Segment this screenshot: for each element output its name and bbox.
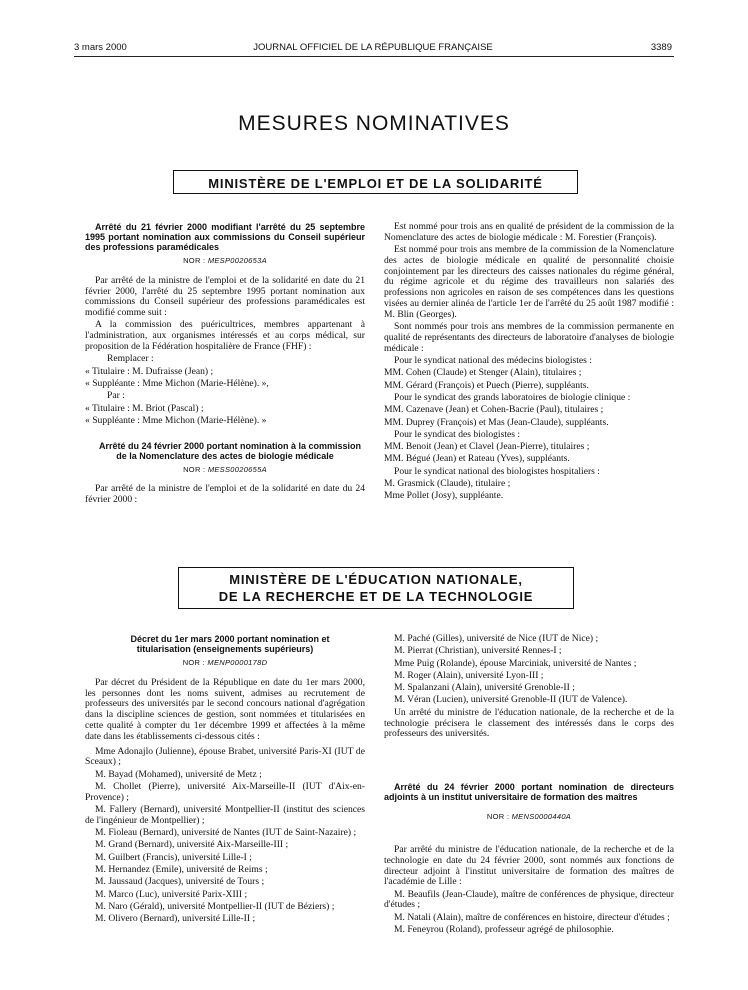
column-top-left bbox=[85, 222, 365, 508]
paragraph: « Titulaire : M. Briot (Pascal) ; bbox=[85, 402, 204, 414]
nor-code: MESS0020655A bbox=[207, 464, 267, 474]
header-journal-title: JOURNAL OFFICIEL DE LA RÉPUBLIQUE FRANÇAISE bbox=[253, 42, 493, 53]
ministry-heading-line: DE LA RECHERCHE ET DE LA TECHNOLOGIE bbox=[218, 589, 534, 604]
ministry-heading-emploi: MINISTÈRE DE L'EMPLOI ET DE LA SOLIDARITÉ bbox=[173, 170, 578, 194]
paragraph: « Suppléante : Mme Michon (Marie-Hélène). », bbox=[85, 377, 269, 389]
column-bottom-right bbox=[384, 634, 674, 937]
nor-label: NOR : bbox=[183, 464, 206, 474]
paragraph: Sont nommés pour trois ans membres de la commission permanente en qualité de représentants des directeurs de laboratoire d'analyses de biologie médicale : bbox=[384, 321, 674, 354]
paragraph: Pour le syndicat national des biologistes hospitaliers : bbox=[394, 465, 600, 477]
header-rule bbox=[74, 56, 674, 57]
paragraph: Pour le syndicat des grands laboratoires de biologie clinique : bbox=[394, 391, 631, 403]
paragraph: Mme Pollet (Josy), suppléante. bbox=[384, 490, 504, 502]
article-title: Arrêté du 21 février 2000 modifiant l'arrêté du 25 septembre 1995 portant nomination aux commissions du Conseil supérieur des professions paramédicales bbox=[85, 222, 365, 252]
list-item: M. Chollet (Pierre), université Aix-Marseille-II (IUT d'Aix-en-Provence) ; bbox=[85, 780, 365, 803]
paragraph: MM. Benoit (Jean) et Clavel (Jean-Pierre), titulaires ; bbox=[384, 441, 590, 453]
list-item: M. Naro (Gérald), université Montpellier-II (IUT de Béziers) ; bbox=[95, 900, 335, 912]
paragraph: MM. Cohen (Claude) et Stenger (Alain), titulaires ; bbox=[384, 367, 582, 379]
paragraph: Est nommé pour trois ans membre de la commission de la Nomenclature des actes de biologie médicale en qualité de personnalité choisie conjointement par les directeurs des caisses nationales du régime général, du régime agricole et du régime des travailleurs non salariés des professions non agricoles en raison de ses compétences dans les questions visées au dernier alinéa de l'article 1er de l'arrêté du 25 août 1987 modifié : M. Blin (Georges). bbox=[384, 244, 674, 320]
list-item: M. Guilbert (Francis), université Lille-I ; bbox=[95, 851, 252, 863]
list-item: M. Paché (Gilles), université de Nice (IUT de Nice) ; bbox=[394, 633, 599, 644]
list-item: M. Grand (Bernard), université Aix-Marseille-III ; bbox=[95, 839, 289, 851]
page-header bbox=[74, 42, 672, 56]
list-item: M. Spalanzani (Alain), université Grenoble-II ; bbox=[394, 682, 575, 694]
nor-label: NOR : bbox=[486, 812, 510, 822]
paragraph: Par : bbox=[107, 390, 125, 402]
list-item: M. Hernandez (Emile), université de Reims ; bbox=[95, 864, 268, 876]
paragraph: « Titulaire : M. Dufraisse (Jean) ; bbox=[85, 365, 214, 377]
list-item: M. Roger (Alain), université Lyon-III ; bbox=[394, 669, 544, 681]
list-item: Mme Puig (Rolande), épouse Marciniak, université de Nantes ; bbox=[394, 657, 637, 669]
paragraph: MM. Gérard (François) et Puech (Pierre), suppléants. bbox=[384, 379, 589, 391]
paragraph: Par arrêté de la ministre de l'emploi et de la solidarité en date du 21 février 2000, l'arrêté du 25 septembre 1995 portant nomination aux commissions du Conseil supérieur des professions paramédicales est modifié comme suit : bbox=[85, 274, 365, 319]
ministry-heading-education bbox=[178, 567, 574, 609]
nor-reference bbox=[85, 256, 365, 267]
list-item: M. Pierrat (Christian), université Rennes-I ; bbox=[394, 645, 562, 657]
nor-reference bbox=[85, 465, 365, 476]
paragraph: Par arrêté de la ministre de l'emploi et de la solidarité en date du 24 février 2000 : bbox=[85, 483, 365, 506]
paragraph: Remplacer : bbox=[107, 353, 154, 365]
paragraph: MM. Cazenave (Jean) et Cohen-Bacrie (Paul), titulaires ; bbox=[384, 404, 604, 416]
list-item: M. Olivero (Bernard), université Lille-II ; bbox=[95, 913, 256, 925]
paragraph: MM. Duprey (François) et Mas (Jean-Claude), suppléants. bbox=[384, 416, 609, 428]
list-item: Mme Adonajlo (Julienne), épouse Brabet, université Paris-XI (IUT de Sceaux) ; bbox=[85, 745, 365, 768]
article-title: Décret du 1er mars 2000 portant nomination et titularisation (enseignements supérieurs) bbox=[130, 634, 330, 654]
paragraph: Un arrêté du ministre de l'éducation nationale, de la recherche et de la technologie précisera le classement des intéressés dans le corps des professeurs des universités. bbox=[384, 706, 674, 740]
article-title: Arrêté du 24 février 2000 portant nomination de directeurs adjoints à un institut universitaire de formation des maîtres bbox=[384, 782, 674, 803]
paragraph: Est nommé pour trois ans en qualité de président de la commission de la Nomenclature des actes de biologie médicale : M. Forestier (François). bbox=[384, 221, 674, 243]
list-item: M. Fioleau (Bernard), université de Nantes (IUT de Saint-Nazaire) ; bbox=[95, 827, 357, 839]
paragraph: A la commission des puéricultrices, membres appartenant à l'administration, aux organismes intéressés et au corps médical, sur proposition de la Fédération hospitalière de France (FHF) : bbox=[85, 319, 365, 353]
nor-code: MENP0000178D bbox=[207, 658, 268, 667]
column-bottom-left bbox=[85, 634, 365, 927]
paragraph: M. Beaufils (Jean-Claude), maître de conférences de physique, directeur d'études ; bbox=[384, 888, 674, 911]
paragraph: M. Grasmick (Claude), titulaire ; bbox=[384, 478, 511, 490]
nor-label: NOR : bbox=[183, 256, 206, 265]
paragraph: Par arrêté du ministre de l'éducation nationale, de la recherche et de la technologie en date du 24 février 2000, sont nommés aux fonctions de directeur adjoint à l'institut universitaire de formation des maîtres de l'académie de Lille : bbox=[384, 843, 674, 888]
paragraph: Par décret du Président de la République en date du 1er mars 2000, les personnes dont les noms suivent, admises au recrutement de professeurs des universités par le second concours national d'agrégation dans la discipline sciences de gestion, sont nommées et titularisées en cette qualité à compter du 1er décembre 1999 et affectées à la même date dans les établissements ci-dessous cités : bbox=[85, 676, 365, 742]
nor-reference bbox=[85, 658, 365, 669]
header-date: 3 mars 2000 bbox=[74, 42, 127, 53]
nor-code: MENS0000440A bbox=[511, 812, 572, 822]
nor-label: NOR : bbox=[182, 658, 206, 667]
list-item: M. Fallery (Bernard), université Montpellier-II (institut des sciences de l'ingénieur de Montpellier) ; bbox=[85, 804, 365, 826]
list-item: M. Marco (Luc), université Parix-XIII ; bbox=[95, 888, 248, 900]
paragraph: MM. Bégué (Jean) et Rateau (Yves), suppléants. bbox=[384, 453, 570, 465]
column-top-right bbox=[384, 222, 674, 504]
paragraph: Pour le syndicat des biologistes : bbox=[394, 428, 521, 440]
nor-reference bbox=[384, 812, 674, 823]
article-title: Arrêté du 24 février 2000 portant nomination à la commission de la Nomenclature des actes de biologie médicale bbox=[98, 440, 362, 461]
ministry-heading-line: MINISTÈRE DE L'ÉDUCATION NATIONALE, bbox=[229, 572, 523, 587]
paragraph: « Suppléante : Mme Michon (Marie-Hélène). » bbox=[85, 414, 267, 426]
header-page-number: 3389 bbox=[650, 42, 672, 53]
paragraph: Pour le syndicat national des médecins biologistes : bbox=[394, 355, 592, 367]
paragraph: M. Natali (Alain), maître de conférences en histoire, directeur d'études ; bbox=[394, 911, 670, 923]
list-item: M. Jaussaud (Jacques), université de Tours ; bbox=[95, 876, 265, 888]
section-title: MESURES NOMINATIVES bbox=[238, 112, 510, 135]
list-item: M. Véran (Lucien), université Grenoble-II (IUT de Valence). bbox=[394, 694, 628, 706]
list-item: M. Bayad (Mohamed), université de Metz ; bbox=[95, 768, 262, 780]
paragraph: M. Feneyrou (Roland), professeur agrégé de philosophie. bbox=[394, 924, 614, 936]
nor-code: MESP0020653A bbox=[207, 256, 267, 265]
